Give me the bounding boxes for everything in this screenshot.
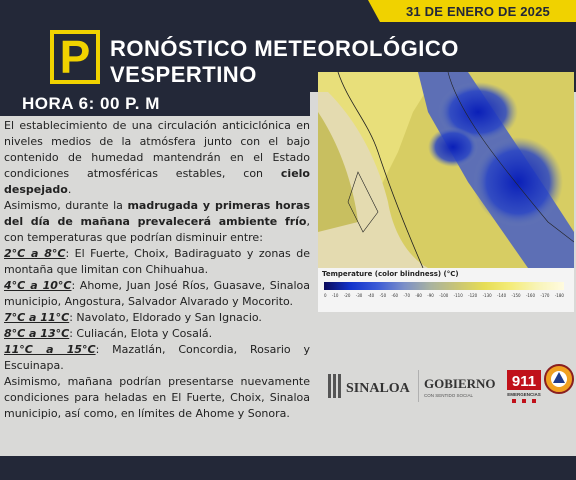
range-item [4, 278, 310, 310]
range-label: 7°C a 11°C [4, 311, 70, 324]
legend-tick: -130 [482, 293, 492, 298]
sinaloa-logo-text: SINALOA [346, 381, 410, 396]
text: , con temperaturas que podrían disminuir entre: [4, 215, 310, 244]
legend-tick: -20 [343, 293, 351, 298]
bottom-bar [0, 456, 576, 480]
range-label: 4°C a 10°C [4, 279, 72, 292]
forecast-hour: HORA 6: 00 P. M [22, 94, 160, 113]
legend-tick: -160 [525, 293, 536, 298]
paragraph-cold [4, 198, 310, 246]
emergency-911-label: EMERGENCIAS [507, 392, 541, 397]
range-places: : Ahome, Juan José Ríos, Guasave, Sinaloa municipio, Angostura, Salvador Alvarado y Mocorito. [4, 279, 310, 308]
map-image [318, 72, 574, 268]
legend-tick: -110 [453, 293, 463, 298]
range-places: : Mazatlán, Concordia, Rosario y Escuinapa. [4, 343, 310, 372]
legend-color-bar [324, 282, 564, 290]
range-item [4, 246, 310, 278]
temperature-legend [318, 268, 574, 312]
range-label: 11°C a 15°C [4, 343, 96, 356]
paragraph-frost: Asimismo, mañana podrían presentarse nuevamente condiciones para heladas en El Fuerte, Choix, Sinaloa municipio, así como, en límites de Ahome y Sonora. [4, 375, 310, 420]
legend-tick: 0 [324, 293, 327, 298]
emergency-911-logo [506, 368, 542, 406]
legend-tick: -70 [403, 293, 410, 298]
sinaloa-logo [326, 366, 410, 406]
forecast-body [4, 118, 310, 422]
institution-logos [318, 360, 574, 412]
legend-tick: -170 [540, 293, 550, 298]
satellite-temperature-map [318, 72, 574, 268]
text: Asimismo, durante la [4, 199, 128, 212]
gobierno-logo-subtext: CON SENTIDO SOCIAL [424, 393, 474, 398]
text: El establecimiento de una circulación anticiclónica en niveles medios de la atmósfera junto con el bajo contenido de humedad mantendrán en el Estado condiciones atmosféricas estables, con [4, 119, 310, 180]
range-places: : Navolato, Eldorado y San Ignacio. [69, 311, 262, 324]
legend-tick: -40 [367, 293, 375, 298]
paragraph-intro [4, 118, 310, 198]
range-label: 8°C a 13°C [4, 327, 70, 340]
legend-tick: -90 [427, 293, 434, 298]
emergency-911-number: 911 [511, 373, 537, 390]
range-label: 2°C a 8°C [4, 247, 66, 260]
legend-tick: -50 [379, 293, 387, 298]
range-item [4, 310, 310, 326]
range-places: : El Fuerte, Choix, Badiraguato y zonas de montaña que limitan con Chihuahua. [4, 247, 310, 276]
legend-title: Temperature (color blindness) (°C) [322, 270, 459, 278]
title-line-2: VESPERTINO [110, 62, 257, 87]
gobierno-logo-text: GOBIERNO [424, 376, 496, 391]
legend-tick: -140 [497, 293, 507, 298]
title-line-1: RONÓSTICO METEOROLÓGICO [110, 36, 459, 61]
text-bold: cielo despejado [4, 167, 310, 196]
text: . [67, 183, 72, 196]
title-initial-box: P [50, 30, 100, 84]
legend-tick: -150 [511, 293, 521, 298]
legend-tick: -60 [391, 293, 399, 298]
legend-tick: -180 [554, 293, 564, 298]
legend-ticks [324, 293, 564, 298]
range-places: : Culiacán, Elota y Cosalá. [69, 327, 213, 340]
civil-protection-seal-icon [544, 364, 574, 394]
legend-tick: -10 [331, 293, 339, 298]
date-badge: 31 DE ENERO DE 2025 [380, 0, 576, 22]
range-item [4, 342, 310, 374]
gobierno-logo [418, 366, 504, 406]
legend-tick: -120 [468, 293, 478, 298]
legend-tick: -100 [439, 293, 449, 298]
legend-tick: -30 [355, 293, 363, 298]
range-item [4, 326, 310, 342]
legend-tick: -80 [415, 293, 422, 298]
text-bold: madrugada y primeras horas del día de mañana prevalecerá ambiente frío [4, 199, 311, 228]
